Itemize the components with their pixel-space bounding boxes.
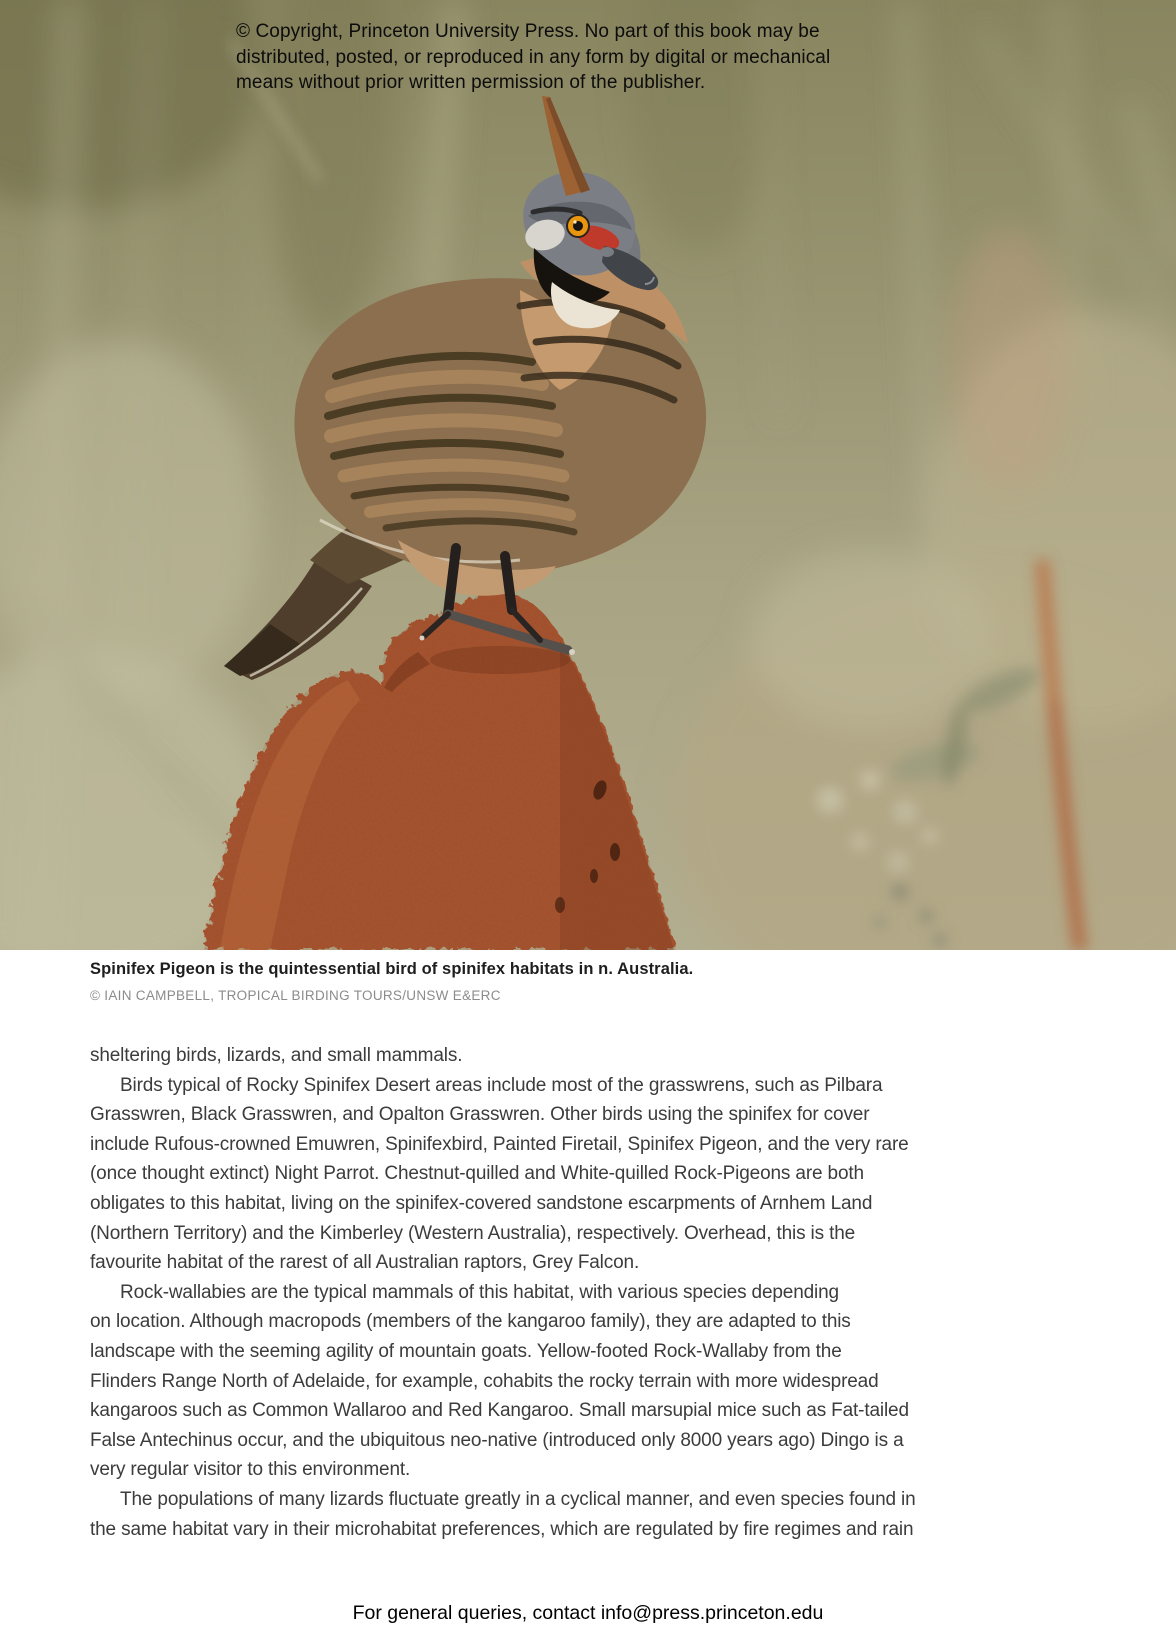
paragraph-line: kangaroos such as Common Wallaroo and Red Kangaroo. Small marsupial mice such as Fat-tailed bbox=[90, 1400, 909, 1422]
paragraph-line: (Northern Territory) and the Kimberley (Western Australia), respectively. Overhead, this is the bbox=[90, 1222, 856, 1244]
copyright-line: means without prior written permission of the publisher. bbox=[236, 72, 706, 93]
body-text bbox=[90, 1041, 1100, 1544]
copyright-overlay bbox=[236, 19, 936, 96]
paragraph-line: favourite habitat of the rarest of all Australian raptors, Grey Falcon. bbox=[90, 1252, 640, 1274]
paragraph bbox=[90, 1071, 1100, 1278]
paragraph-line: obligates to this habitat, living on the spinifex-covered sandstone escarpments of Arnhem Land bbox=[90, 1192, 873, 1214]
paragraph-line: Flinders Range North of Adelaide, for example, cohabits the rocky terrain with more widespread bbox=[90, 1370, 879, 1392]
paragraph-line: sheltering birds, lizards, and small mammals. bbox=[90, 1045, 463, 1066]
paragraph-line: (once thought extinct) Night Parrot. Chestnut-quilled and White-quilled Rock-Pigeons are both bbox=[90, 1163, 864, 1185]
paragraph bbox=[90, 1278, 1100, 1485]
paragraph-line: False Antechinus occur, and the ubiquitous neo-native (introduced only 8000 years ago) Dingo is a bbox=[90, 1429, 904, 1451]
copyright-line: © Copyright, Princeton University Press. No part of this book may be bbox=[236, 21, 820, 42]
paragraph-line: include Rufous-crowned Emuwren, Spinifexbird, Painted Firetail, Spinifex Pigeon, and the very rare bbox=[90, 1133, 909, 1155]
paragraph-line: Birds typical of Rocky Spinifex Desert areas include most of the grasswrens, such as Pilbara bbox=[120, 1074, 883, 1096]
paragraph-line: on location. Although macropods (members of the kangaroo family), they are adapted to this bbox=[90, 1311, 851, 1333]
copyright-line: distributed, posted, or reproduced in any form by digital or mechanical bbox=[236, 46, 831, 68]
page-footer: For general queries, contact info@press.princeton.edu bbox=[352, 1602, 824, 1624]
photo-caption: Spinifex Pigeon is the quintessential bird of spinifex habitats in n. Australia. bbox=[90, 960, 694, 978]
photo-credit: © IAIN CAMPBELL, TROPICAL BIRDING TOURS/UNSW E&ERC bbox=[90, 988, 501, 1003]
paragraph bbox=[90, 1041, 1100, 1071]
paragraph-line: landscape with the seeming agility of mountain goats. Yellow-footed Rock-Wallaby from the bbox=[90, 1340, 842, 1362]
paragraph-line: The populations of many lizards fluctuate greatly in a cyclical manner, and even species found in bbox=[120, 1488, 916, 1510]
paragraph bbox=[90, 1485, 1100, 1544]
paragraph-line: very regular visitor to this environment. bbox=[90, 1459, 411, 1481]
photo-caption-block bbox=[90, 960, 1090, 1003]
paragraph-line: the same habitat vary in their microhabitat preferences, which are regulated by fire regimes and rain bbox=[90, 1518, 914, 1540]
paragraph-line: Rock-wallabies are the typical mammals of this habitat, with various species depending bbox=[120, 1281, 839, 1303]
paragraph-line: Grasswren, Black Grasswren, and Opalton Grasswren. Other birds using the spinifex for cover bbox=[90, 1104, 870, 1126]
